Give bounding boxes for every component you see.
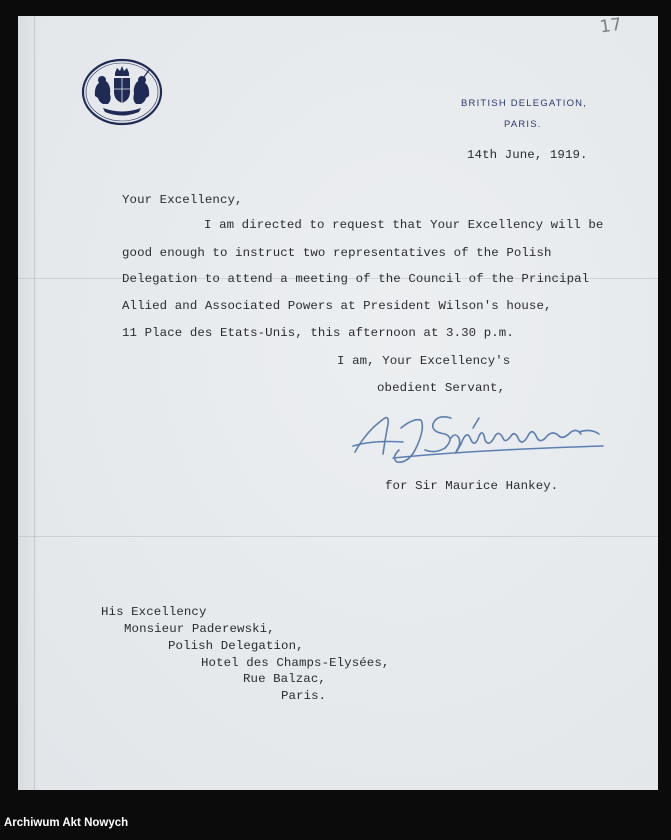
addressee-line: Monsieur Paderewski,	[124, 622, 275, 636]
handwritten-signature	[333, 388, 613, 466]
body-line: Allied and Associated Powers at President Wilson's house,	[122, 299, 552, 313]
closing-line: I am, Your Excellency's	[337, 354, 511, 368]
signature-stroke-icon	[333, 388, 613, 466]
addressee-line: His Excellency	[101, 605, 207, 619]
closing-line: obedient Servant,	[377, 381, 506, 395]
salutation: Your Excellency,	[122, 193, 243, 207]
royal-arms-crest-icon	[81, 58, 163, 126]
letter-date: 14th June, 1919.	[467, 148, 588, 162]
fold-line	[18, 536, 658, 537]
body-line: 11 Place des Etats-Unis, this afternoon at 3.30 p.m.	[122, 326, 514, 340]
body-line: I am directed to request that Your Excellency will be	[204, 218, 604, 232]
sheet-edge-line	[34, 16, 35, 790]
addressee-line: Rue Balzac,	[243, 672, 326, 686]
addressee-line: Polish Delegation,	[168, 639, 304, 653]
letterhead-city: PARIS.	[504, 119, 542, 130]
body-line: Delegation to attend a meeting of the Council of the Principal	[122, 272, 590, 286]
archive-page-number: 17	[598, 14, 623, 38]
addressee-line: Paris.	[281, 689, 327, 703]
letterhead-office: BRITISH DELEGATION,	[461, 98, 588, 109]
archive-footer-label: Archiwum Akt Nowych	[4, 817, 129, 829]
signed-for: for Sir Maurice Hankey.	[385, 479, 559, 493]
addressee-line: Hotel des Champs-Elysées,	[201, 656, 390, 670]
body-line: good enough to instruct two representatives of the Polish	[122, 246, 552, 260]
